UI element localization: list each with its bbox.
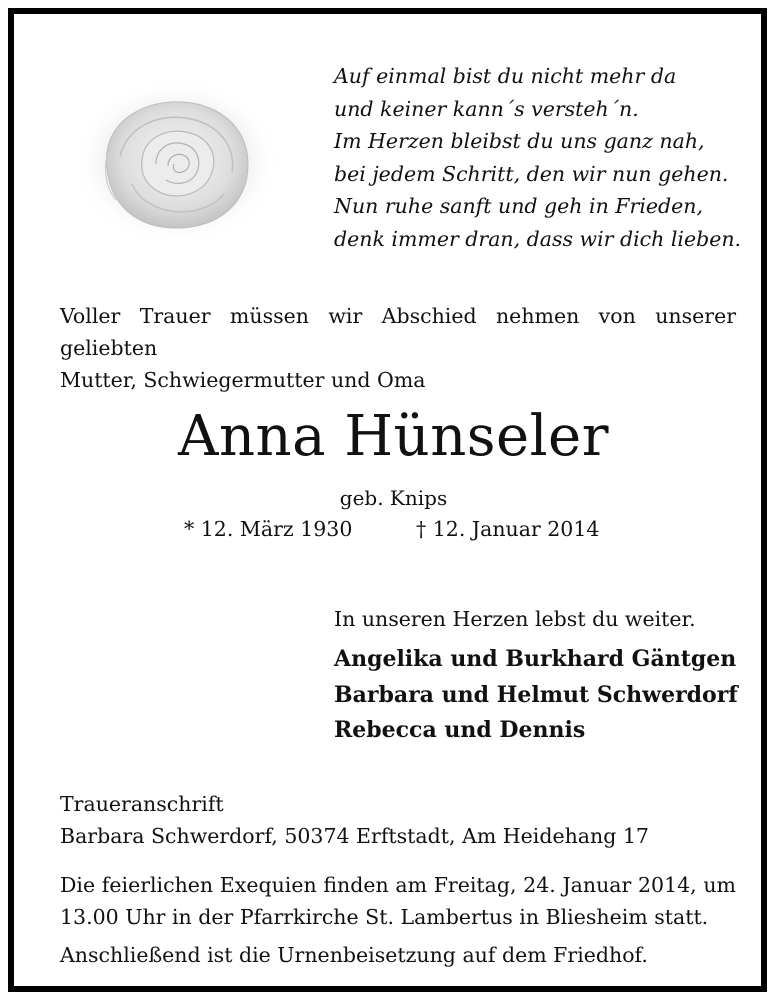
mourner-family: Rebecca und Dennis: [334, 717, 586, 743]
intro-line: Voller Trauer müssen wir Abschied nehmen von unserer geliebten: [60, 304, 736, 360]
maiden-name: geb. Knips: [339, 486, 448, 510]
poem-line: Auf einmal bist du nicht mehr da: [334, 64, 677, 88]
mourning-address: [60, 788, 649, 852]
address-label: Traueranschrift: [60, 792, 224, 816]
poem-line: Im Herzen bleibst du uns ganz nah,: [334, 129, 705, 154]
mourner-family: Barbara und Helmut Schwerdorf: [334, 681, 738, 708]
obituary-frame: [8, 8, 767, 992]
rose-image: [72, 76, 282, 248]
poem: [334, 60, 754, 256]
intro-line: Mutter, Schwiegermutter und Oma: [60, 368, 426, 392]
motto: In unseren Herzen lebst du weiter.: [334, 607, 696, 631]
mourner-family: Angelika und Burkhard Gäntgen: [334, 646, 737, 672]
mourners-list: [334, 642, 738, 749]
poem-line: denk immer dran, dass wir dich lieben.: [334, 226, 742, 251]
service-line: 13.00 Uhr in der Pfarrkirche St. Lambertus in Bliesheim statt.: [60, 904, 709, 929]
service-info: [60, 870, 736, 933]
deceased-name: Anna Hünseler: [178, 404, 609, 469]
closing-note: Anschließend ist die Urnenbeisetzung auf dem Friedhof.: [60, 943, 648, 967]
poem-line: bei jedem Schritt, den wir nun gehen.: [334, 161, 729, 186]
poem-line: Nun ruhe sanft und geh in Frieden,: [334, 194, 703, 219]
intro-text: [60, 300, 736, 396]
birth-date: * 12. März 1930: [184, 517, 353, 541]
service-line: Die feierlichen Exequien finden am Freitag, 24. Januar 2014, um: [60, 873, 736, 897]
address-value: Barbara Schwerdorf, 50374 Erftstadt, Am Heidehang 17: [60, 824, 649, 848]
death-date: † 12. Januar 2014: [416, 517, 600, 541]
poem-line: und keiner kann´s versteh´n.: [334, 96, 639, 121]
